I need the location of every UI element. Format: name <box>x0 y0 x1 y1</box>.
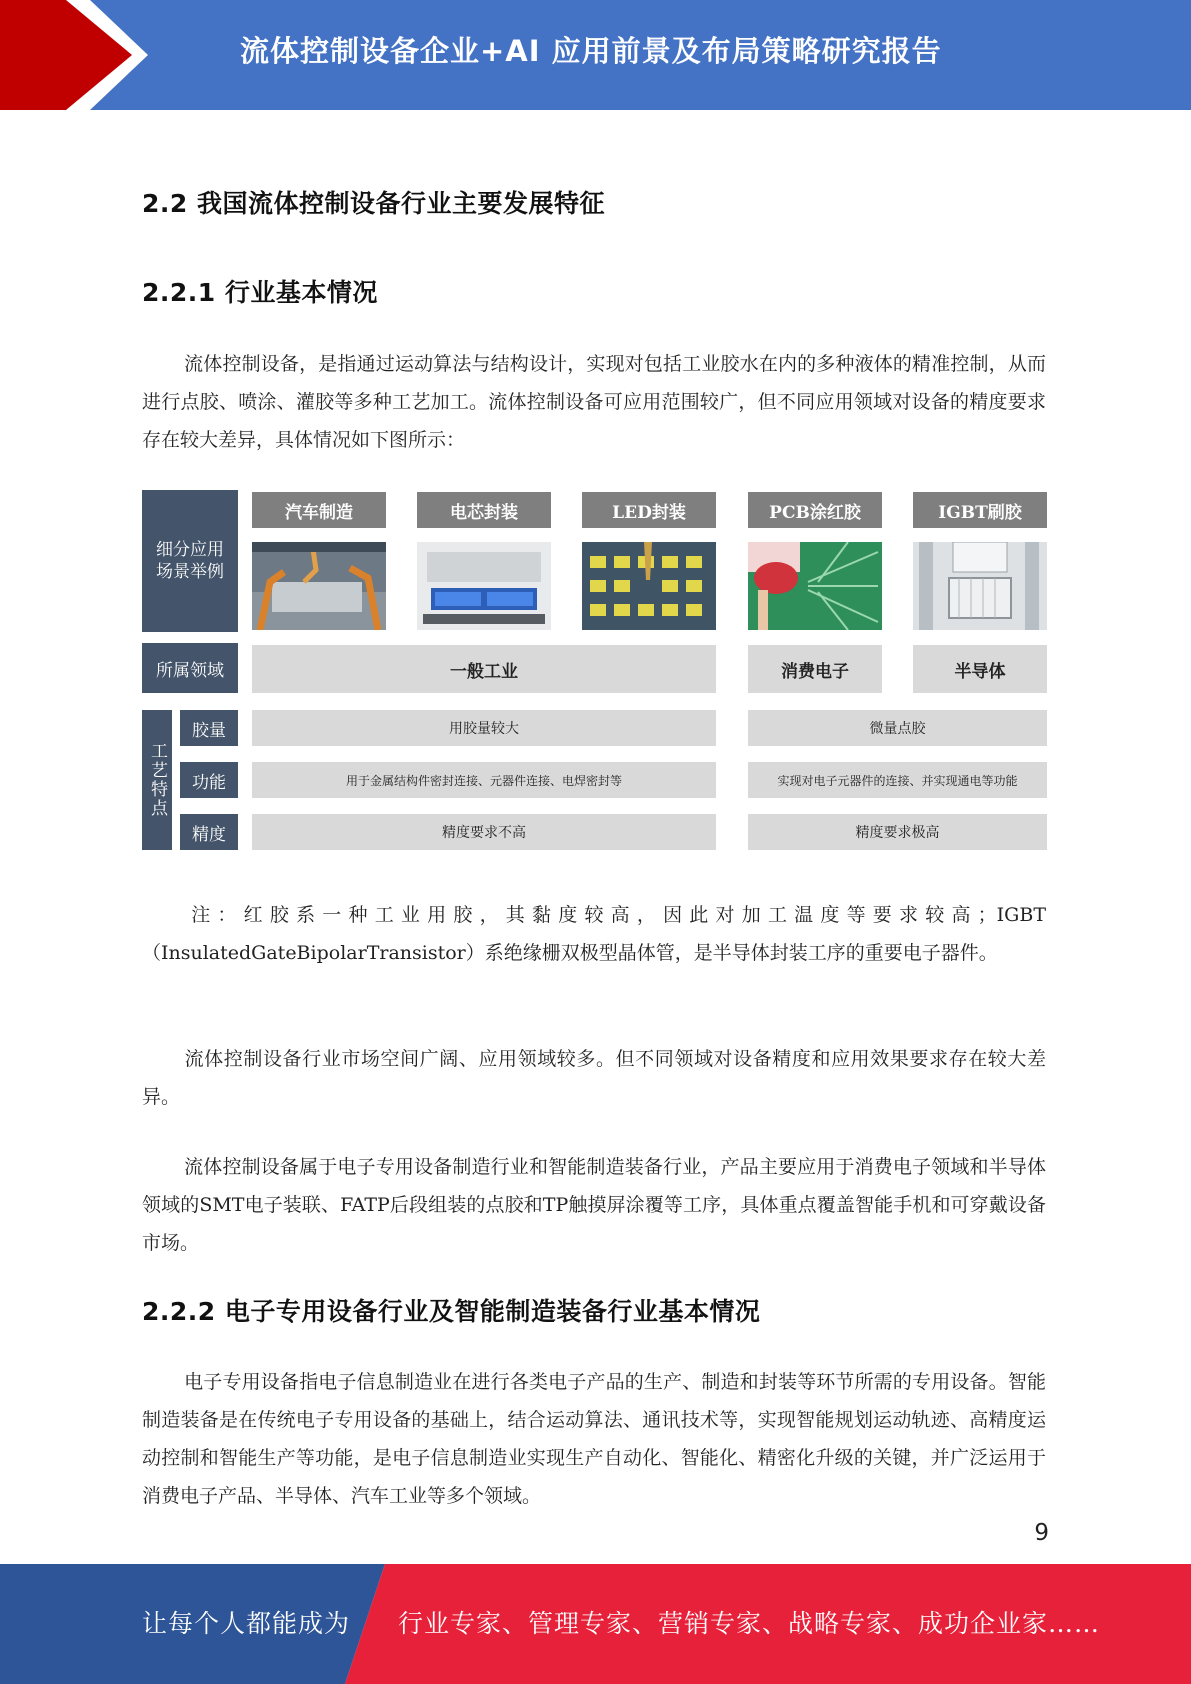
scene-tab-led: LED封装 <box>582 492 716 528</box>
domain-general-industry: 一般工业 <box>252 645 716 693</box>
sub-label-precision: 精度 <box>180 814 238 850</box>
page-header <box>0 0 1191 110</box>
photo-battery-packaging <box>417 542 551 630</box>
paragraph-market-text: 流体控制设备行业市场空间广阔、应用领域较多。但不同领域对设备精度和应用效果要求存在较大差异。 <box>142 1048 1046 1108</box>
general-function: 用于金属结构件密封连接、元器件连接、电焊密封等 <box>252 762 716 798</box>
row-label-scenes: 细分应用场景举例 <box>142 490 238 632</box>
precise-precision: 精度要求极高 <box>748 814 1047 850</box>
paragraph-market <box>142 1040 1046 1116</box>
sub-label-volume: 胶量 <box>180 710 238 746</box>
page-number: 9 <box>1034 1520 1049 1546</box>
section-heading-2-2: 2.2 我国流体控制设备行业主要发展特征 <box>142 189 605 218</box>
paragraph-intro-text: 流体控制设备，是指通过运动算法与结构设计，实现对包括工业胶水在内的多种液体的精准控制，从而进行点胶、喷涂、灌胶等多种工艺加工。流体控制设备可应用范围较广，但不同应用领域对设备的精度要求存在较大差异，具体情况如下图所示： <box>142 353 1046 451</box>
header-title: 流体控制设备企业+AI 应用前景及布局策略研究报告 <box>240 34 942 68</box>
section-heading-2-2-2: 2.2.2 电子专用设备行业及智能制造装备行业基本情况 <box>142 1297 761 1326</box>
photo-auto-assembly <box>252 542 386 630</box>
domain-consumer-electronics: 消费电子 <box>748 645 882 693</box>
figure-note <box>142 896 1046 972</box>
paragraph-industry-text: 流体控制设备属于电子专用设备制造行业和智能制造装备行业，产品主要应用于消费电子领域和半导体领域的SMT电子装联、FATP后段组装的点胶和TP触摸屏涂覆等工序，具体重点覆盖智能手机和可穿戴设备市场。 <box>142 1156 1046 1254</box>
general-precision: 精度要求不高 <box>252 814 716 850</box>
precise-volume: 微量点胶 <box>748 710 1047 746</box>
page-footer <box>0 1564 1191 1684</box>
paragraph-intro <box>142 345 1046 459</box>
footer-right-text: 行业专家、管理专家、营销专家、战略专家、成功企业家…… <box>398 1609 1101 1638</box>
header-red-arrow <box>0 0 150 110</box>
photo-pcb-red-glue <box>748 542 882 630</box>
sub-label-function: 功能 <box>180 762 238 798</box>
photo-igbt-brushing <box>913 542 1047 630</box>
paragraph-electronic-equipment <box>142 1363 1046 1515</box>
scene-tab-battery: 电芯封装 <box>417 492 551 528</box>
footer-left-text: 让每个人都能成为 <box>142 1609 351 1638</box>
general-volume: 用胶量较大 <box>252 710 716 746</box>
scene-tab-pcb: PCB涂红胶 <box>748 492 882 528</box>
application-figure <box>142 490 1048 850</box>
row-label-process: 工艺特点 <box>142 710 172 850</box>
paragraph-electronic-equipment-text: 电子专用设备指电子信息制造业在进行各类电子产品的生产、制造和封装等环节所需的专用设备。智能制造装备是在传统电子专用设备的基础上，结合运动算法、通讯技术等，实现智能规划运动轨迹、高精度运动控制和智能生产等功能，是电子信息制造业实现生产自动化、智能化、精密化升级的关键，并广泛运用于消费电子产品、半导体、汽车工业等多个领域。 <box>142 1371 1046 1507</box>
row-label-domain: 所属领域 <box>142 643 238 693</box>
scene-tab-auto: 汽车制造 <box>252 492 386 528</box>
section-heading-2-2-1: 2.2.1 行业基本情况 <box>142 278 378 307</box>
domain-semiconductor: 半导体 <box>913 645 1047 693</box>
photo-led-packaging <box>582 542 716 630</box>
figure-note-text: 注：红胶系一种工业用胶，其黏度较高，因此对加工温度等要求较高；IGBT（InsulatedGateBipolarTransistor）系绝缘栅双极型晶体管，是半导体封装工序的重要电子器件。 <box>142 904 1046 964</box>
precise-function: 实现对电子元器件的连接、并实现通电等功能 <box>748 762 1047 798</box>
paragraph-industry <box>142 1148 1046 1262</box>
scene-tab-igbt: IGBT刷胶 <box>913 492 1047 528</box>
